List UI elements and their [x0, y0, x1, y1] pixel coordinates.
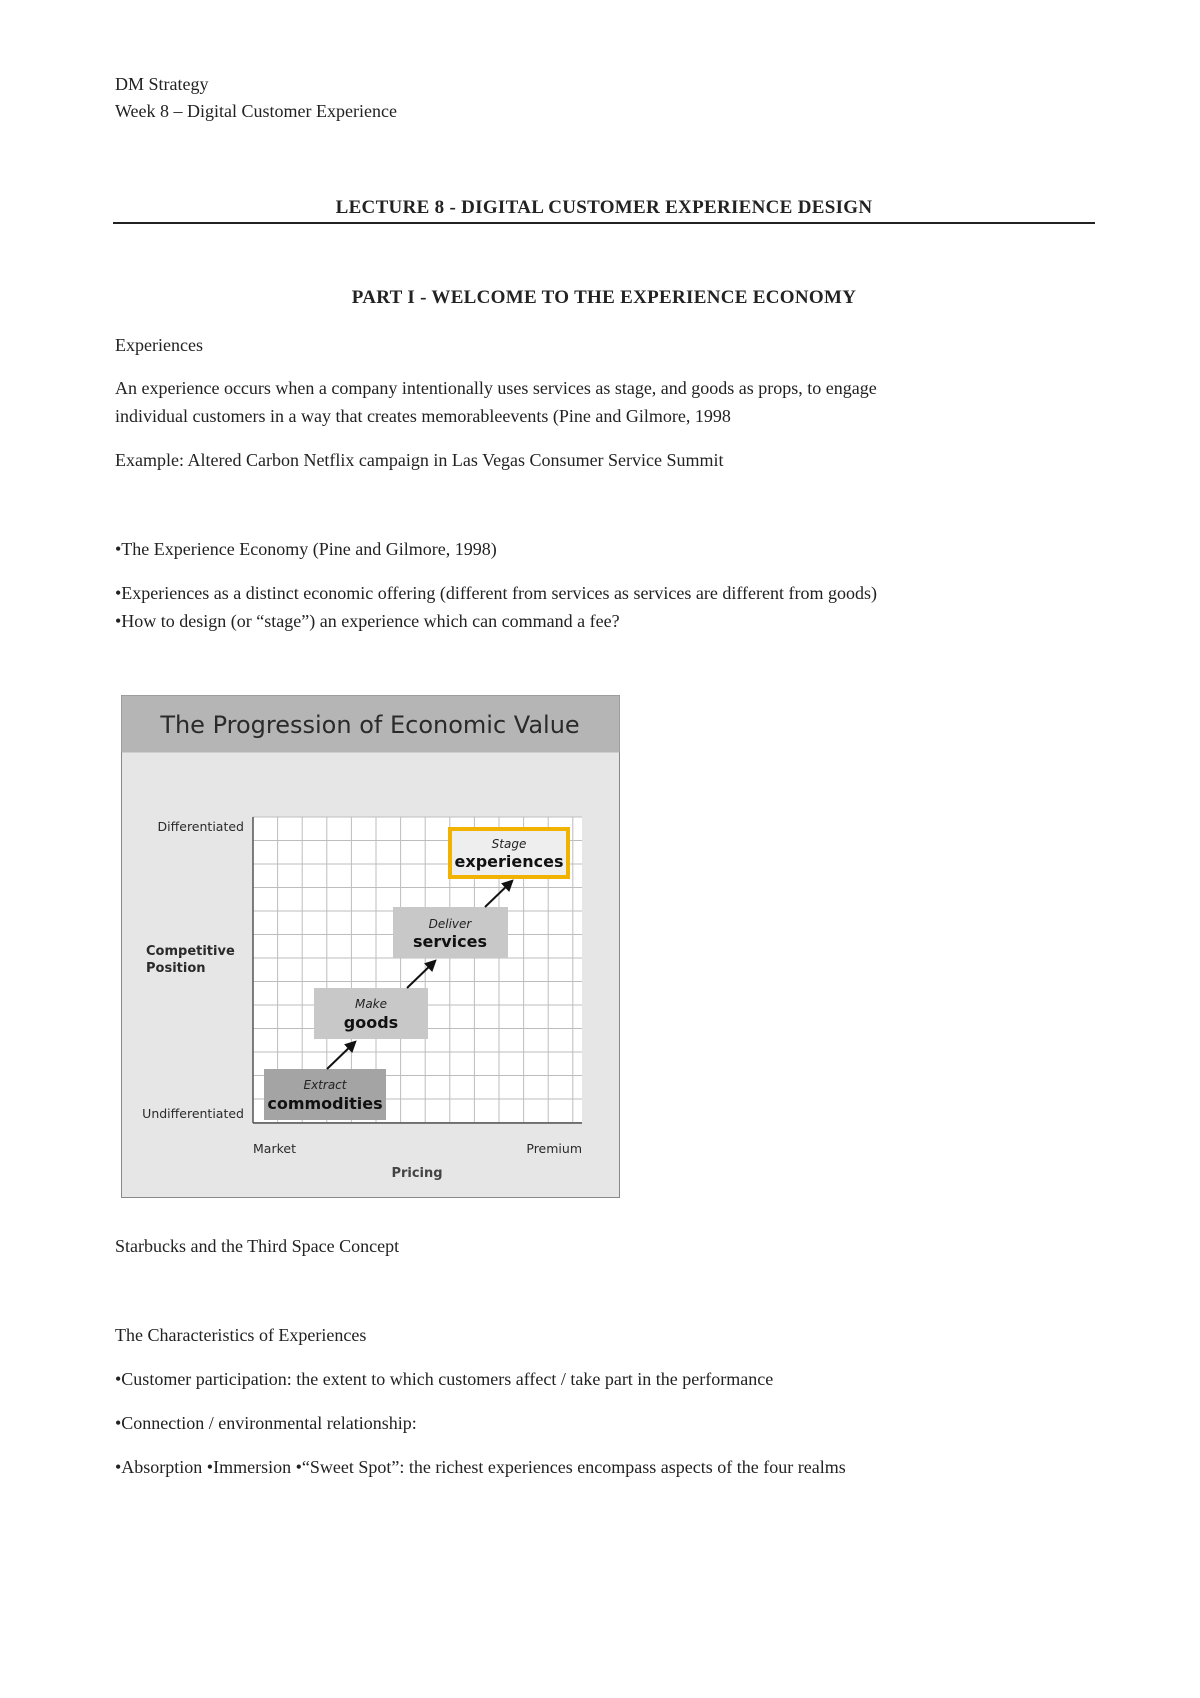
starbucks-line: Starbucks and the Third Space Concept — [115, 1236, 400, 1256]
definition-line-1: An experience occurs when a company intentionally uses services as stage, and goods as props, to engage — [115, 378, 877, 398]
stage-noun: services — [412, 932, 488, 951]
bullet-item: •How to design (or “stage”) an experience which can command a fee? — [115, 611, 620, 631]
x-label-left: Market — [253, 1141, 296, 1156]
bullet-item: •The Experience Economy (Pine and Gilmore, 1998) — [115, 539, 497, 559]
section-heading-characteristics: The Characteristics of Experiences — [115, 1325, 367, 1345]
bullet-item: •Customer participation: the extent to which customers affect / take part in the performance — [115, 1369, 774, 1389]
figure-title: The Progression of Economic Value — [160, 711, 580, 739]
stage-noun: experiences — [454, 852, 564, 871]
header-course: DM Strategy — [115, 74, 209, 94]
stage-verb: Make — [354, 997, 388, 1011]
part-title: PART I - WELCOME TO THE EXPERIENCE ECONOMY — [351, 287, 857, 308]
x-label-right: Premium — [526, 1141, 582, 1156]
lecture-title: LECTURE 8 - DIGITAL CUSTOMER EXPERIENCE DESIGN — [335, 197, 873, 218]
bullet-item: •Connection / environmental relationship: — [115, 1413, 417, 1433]
example-text: Example: Altered Carbon Netflix campaign in Las Vegas Consumer Service Summit — [115, 450, 724, 470]
stage-noun: commodities — [267, 1094, 383, 1113]
stage-verb: Extract — [303, 1078, 347, 1092]
title-rule — [113, 222, 1095, 224]
y-label-mid-2: Position — [146, 961, 206, 976]
figure-canvas — [121, 695, 620, 1198]
y-label-top: Differentiated — [157, 819, 244, 834]
header-week: Week 8 – Digital Customer Experience — [115, 101, 397, 121]
section-heading-experiences: Experiences — [115, 335, 203, 355]
economic-value-figure — [121, 695, 620, 1198]
bullet-item: •Experiences as a distinct economic offering (different from services as services are different from goods) — [115, 583, 878, 603]
y-label-bottom: Undifferentiated — [142, 1106, 244, 1121]
bullet-item: •Absorption •Immersion •“Sweet Spot”: the richest experiences encompass aspects of the four realms — [115, 1457, 846, 1477]
stage-verb: Deliver — [428, 917, 472, 931]
stage-verb: Stage — [491, 837, 527, 851]
definition-line-2: individual customers in a way that creates memorableevents (Pine and Gilmore, 1998 — [115, 406, 731, 426]
x-axis-title: Pricing — [391, 1166, 443, 1181]
stage-noun: goods — [343, 1013, 399, 1032]
y-label-mid-1: Competitive — [146, 944, 235, 959]
